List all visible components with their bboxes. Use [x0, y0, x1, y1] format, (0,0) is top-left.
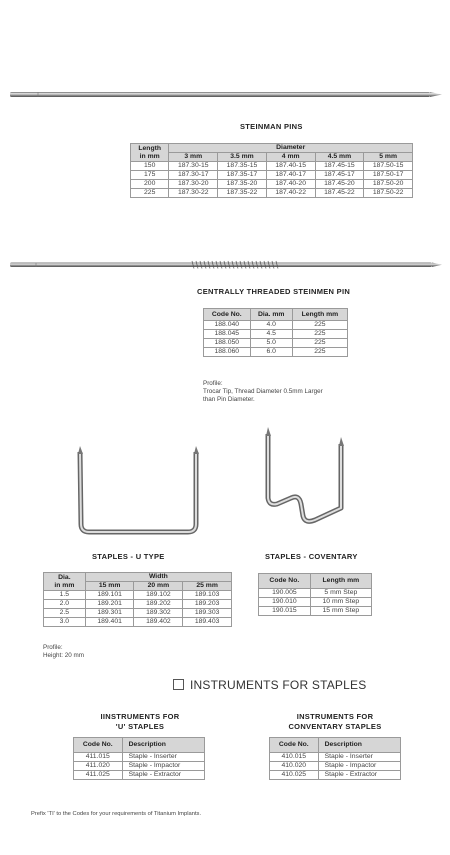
table-cell: 411.020 — [74, 762, 123, 771]
table-cell: 225 — [292, 330, 347, 339]
col-header: Code No. — [74, 738, 123, 753]
u-staples-title: STAPLES - U TYPE — [92, 552, 165, 561]
table-row — [270, 753, 401, 762]
table-cell: 5 mm Step — [310, 589, 371, 598]
table-cell: Staple - Impactor — [122, 762, 204, 771]
table-row — [131, 162, 413, 171]
table-cell: 10 mm Step — [310, 598, 371, 607]
table-row — [74, 753, 205, 762]
title-line: IINSTRUMENTS FOR — [100, 712, 180, 721]
col-header: Code No. — [204, 309, 251, 321]
table-cell: 187.40-22 — [266, 189, 315, 198]
table-cell: 2.0 — [44, 600, 86, 609]
table-cell: 189.202 — [134, 600, 183, 609]
table-row — [204, 330, 348, 339]
table-cell: 189.303 — [183, 609, 232, 618]
table-cell: 175 — [131, 171, 169, 180]
table-cell: 6.0 — [250, 348, 292, 357]
table-row — [131, 180, 413, 189]
table-cell: 189.402 — [134, 618, 183, 627]
table-cell: 187.45-17 — [315, 171, 364, 180]
col-header: Length mm — [292, 309, 347, 321]
table-cell: 200 — [131, 180, 169, 189]
table-cell: 189.103 — [183, 591, 232, 600]
table-cell: 5.0 — [250, 339, 292, 348]
table-cell: 189.201 — [85, 600, 134, 609]
table-row — [74, 771, 205, 780]
table-cell: 2.5 — [44, 609, 86, 618]
table-cell: 410.015 — [270, 753, 319, 762]
title-line: INSTRUMENTS FOR — [296, 712, 374, 721]
table-cell: 187.30-17 — [169, 171, 218, 180]
table-cell: 1.5 — [44, 591, 86, 600]
table-cell: Staple - Extractor — [318, 771, 400, 780]
table-cell: 225 — [292, 348, 347, 357]
cov-instruments-title — [255, 712, 415, 732]
table-row — [259, 598, 372, 607]
table-cell: 187.30-22 — [169, 189, 218, 198]
diameter-header: Diameter — [169, 144, 413, 153]
title-line: 'U' STAPLES — [115, 722, 165, 731]
table-cell: 190.015 — [259, 607, 311, 616]
width-header: Width — [85, 573, 231, 582]
table-cell: 189.101 — [85, 591, 134, 600]
table-cell: 187.30-20 — [169, 180, 218, 189]
table-cell: 411.025 — [74, 771, 123, 780]
note-line: Trocar Tip, Thread Diameter 0.5mm Larger — [203, 388, 323, 395]
table-cell: 410.020 — [270, 762, 319, 771]
coventary-title: STAPLES - COVENTARY — [265, 552, 358, 561]
coventary-staple-image — [255, 426, 365, 536]
threaded-profile-note — [203, 380, 323, 404]
threaded-title: CENTRALLY THREADED STEINMEN PIN — [197, 287, 351, 296]
u-staples-profile-note — [43, 644, 84, 660]
table-cell: 187.45-20 — [315, 180, 364, 189]
table-cell: 187.45-22 — [315, 189, 364, 198]
table-row — [270, 771, 401, 780]
table-cell: 187.50-20 — [364, 180, 413, 189]
table-cell: 4.5 — [250, 330, 292, 339]
table-row — [204, 348, 348, 357]
instruments-heading-text: INSTRUMENTS FOR STAPLES — [190, 678, 367, 692]
col-header: Dia. mm — [250, 309, 292, 321]
diameter-col: 4.5 mm — [315, 153, 364, 162]
diameter-col: 5 mm — [364, 153, 413, 162]
table-cell: 187.35-22 — [218, 189, 267, 198]
u-instruments-title — [60, 712, 220, 732]
u-staples-table — [43, 572, 232, 627]
table-cell: 187.45-15 — [315, 162, 364, 171]
table-cell: 187.40-15 — [266, 162, 315, 171]
threaded-table — [203, 308, 348, 357]
table-row — [44, 618, 232, 627]
table-row — [259, 589, 372, 598]
table-cell: 190.010 — [259, 598, 311, 607]
cov-instruments-table — [269, 737, 401, 780]
coventary-table — [258, 573, 372, 616]
table-row — [131, 189, 413, 198]
table-cell: 187.50-15 — [364, 162, 413, 171]
threaded-pin-image — [8, 258, 444, 272]
steinman-table — [130, 143, 413, 198]
diameter-col: 4 mm — [266, 153, 315, 162]
table-cell: 189.302 — [134, 609, 183, 618]
table-cell: 187.50-22 — [364, 189, 413, 198]
instruments-heading — [173, 678, 366, 692]
col-header: Length mm — [310, 574, 371, 589]
table-cell: 410.025 — [270, 771, 319, 780]
table-cell: 411.015 — [74, 753, 123, 762]
table-cell: 187.50-17 — [364, 171, 413, 180]
table-cell: 188.040 — [204, 321, 251, 330]
col-header: Code No. — [270, 738, 319, 753]
diameter-col: 3 mm — [169, 153, 218, 162]
table-row — [44, 600, 232, 609]
width-col: 15 mm — [85, 582, 134, 591]
table-cell: 225 — [131, 189, 169, 198]
table-cell: 187.40-20 — [266, 180, 315, 189]
table-cell: 190.005 — [259, 589, 311, 598]
title-line: CONVENTARY STAPLES — [288, 722, 382, 731]
table-cell: Staple - Extractor — [122, 771, 204, 780]
u-staple-image — [60, 446, 210, 546]
width-col: 25 mm — [183, 582, 232, 591]
table-row — [131, 171, 413, 180]
table-cell: 187.35-17 — [218, 171, 267, 180]
width-col: 20 mm — [134, 582, 183, 591]
table-row — [44, 609, 232, 618]
table-cell: 3.0 — [44, 618, 86, 627]
table-cell: 189.403 — [183, 618, 232, 627]
diameter-col: 3.5 mm — [218, 153, 267, 162]
table-cell: 189.203 — [183, 600, 232, 609]
table-row — [44, 591, 232, 600]
table-row — [204, 321, 348, 330]
length-header: Length in mm — [131, 144, 169, 162]
table-cell: 150 — [131, 162, 169, 171]
table-cell: 189.301 — [85, 609, 134, 618]
col-header: Description — [122, 738, 204, 753]
table-row — [74, 762, 205, 771]
u-instruments-table — [73, 737, 205, 780]
table-cell: 187.40-17 — [266, 171, 315, 180]
steinman-pin-image — [8, 88, 444, 102]
note-line: Profile: — [203, 380, 223, 387]
table-row — [259, 607, 372, 616]
table-cell: 4.0 — [250, 321, 292, 330]
table-cell: 225 — [292, 321, 347, 330]
note-line: than Pin Diameter. — [203, 396, 255, 403]
table-cell: 187.30-15 — [169, 162, 218, 171]
table-cell: 189.401 — [85, 618, 134, 627]
steinman-title: STEINMAN PINS — [240, 122, 303, 131]
checkbox-icon — [173, 679, 184, 690]
footer-note: Prefix 'TI' to the Codes for your requirements of Titanium Implants. — [31, 811, 202, 817]
table-cell: 189.102 — [134, 591, 183, 600]
table-cell: Staple - Inserter — [318, 753, 400, 762]
table-cell: 15 mm Step — [310, 607, 371, 616]
table-cell: Staple - Inserter — [122, 753, 204, 762]
table-cell: 187.35-15 — [218, 162, 267, 171]
table-cell: Staple - Impactor — [318, 762, 400, 771]
note-line: Height: 20 mm — [43, 652, 84, 659]
table-row — [270, 762, 401, 771]
col-header: Code No. — [259, 574, 311, 589]
col-header: Description — [318, 738, 400, 753]
table-cell: 188.045 — [204, 330, 251, 339]
note-line: Profile: — [43, 644, 63, 651]
table-cell: 188.060 — [204, 348, 251, 357]
table-cell: 187.35-20 — [218, 180, 267, 189]
dia-header: Dia. in mm — [44, 573, 86, 591]
table-row — [204, 339, 348, 348]
table-cell: 188.050 — [204, 339, 251, 348]
table-cell: 225 — [292, 339, 347, 348]
